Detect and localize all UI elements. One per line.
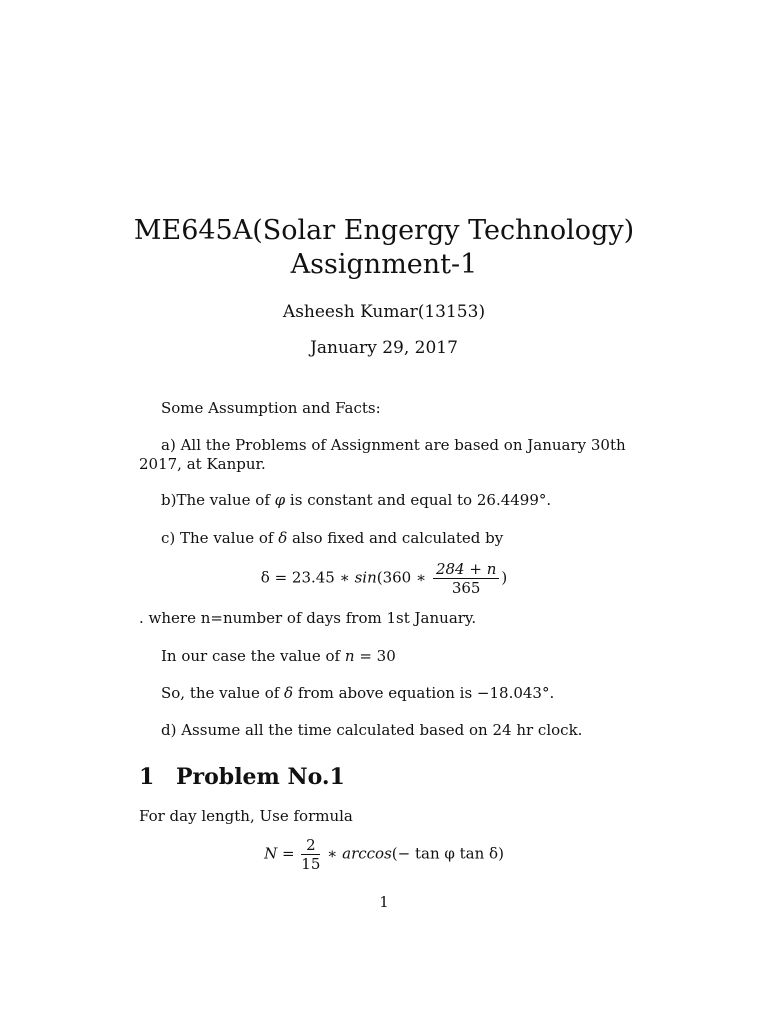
author: Asheesh Kumar(13153) xyxy=(282,302,486,322)
section-heading xyxy=(139,764,345,790)
title-line-2: Assignment-1 xyxy=(290,249,478,280)
assumption-c-prefix: c) The value of xyxy=(161,529,279,547)
where-text: . where n=number of days from 1st January. xyxy=(139,609,477,627)
equation-delta-close: ) xyxy=(501,568,508,587)
delta-result-symbol: δ xyxy=(284,684,294,702)
phi-symbol: φ xyxy=(274,491,286,509)
section-title: Problem No.1 xyxy=(176,764,345,790)
page-number: 1 xyxy=(379,893,389,911)
equation-N-lhs: N xyxy=(264,844,278,863)
day-length-text: For day length, Use formula xyxy=(139,807,353,825)
assumption-c xyxy=(139,529,629,548)
n-symbol: n xyxy=(344,647,355,665)
equation-N-times: ∗ xyxy=(322,844,343,863)
intro-text: Some Assumption and Facts: xyxy=(161,399,381,417)
equation-delta-mid: (360 ∗ xyxy=(376,568,431,587)
assumption-a: a) All the Problems of Assignment are based on January 30th 2017, at Kanpur. xyxy=(139,436,626,473)
equation-delta-lhs: δ = 23.45 ∗ xyxy=(260,568,355,587)
assumption-c-suffix: also fixed and calculated by xyxy=(287,529,504,547)
equation-delta-fraction xyxy=(433,560,499,597)
equation-N-numerator: 2 xyxy=(301,836,320,855)
equation-N-denominator: 15 xyxy=(301,855,321,873)
delta-result-prefix: So, the value of xyxy=(161,684,285,702)
n-value-prefix: In our case the value of xyxy=(161,647,345,665)
equation-N-func: arccos xyxy=(342,844,392,863)
equation-delta xyxy=(0,560,768,597)
equation-day-length xyxy=(0,836,768,873)
delta-result-text xyxy=(139,684,629,703)
title-line-1: ME645A(Solar Engergy Technology) xyxy=(133,215,635,246)
equation-delta-func: sin xyxy=(354,568,377,587)
n-value-text xyxy=(139,647,629,666)
assumption-d: d) Assume all the time calculated based on 24 hr clock. xyxy=(161,721,583,739)
date: January 29, 2017 xyxy=(310,338,458,358)
fraction-numerator: 284 + n xyxy=(433,560,499,579)
assumption-b-prefix: b)The value of xyxy=(161,491,275,509)
equation-N-fraction xyxy=(301,836,320,873)
assumption-b-suffix: is constant and equal to 26.4499°. xyxy=(285,491,552,509)
delta-symbol: δ xyxy=(278,529,288,547)
delta-result-suffix: from above equation is −18.043°. xyxy=(293,684,555,702)
fraction-denominator: 365 xyxy=(451,579,481,597)
equation-N-arg: (− tan φ tan δ) xyxy=(391,844,504,863)
assumption-b xyxy=(139,491,629,510)
equation-N-eq: = xyxy=(277,844,300,863)
section-number: 1 xyxy=(139,764,155,790)
n-value-suffix: = 30 xyxy=(354,647,396,665)
